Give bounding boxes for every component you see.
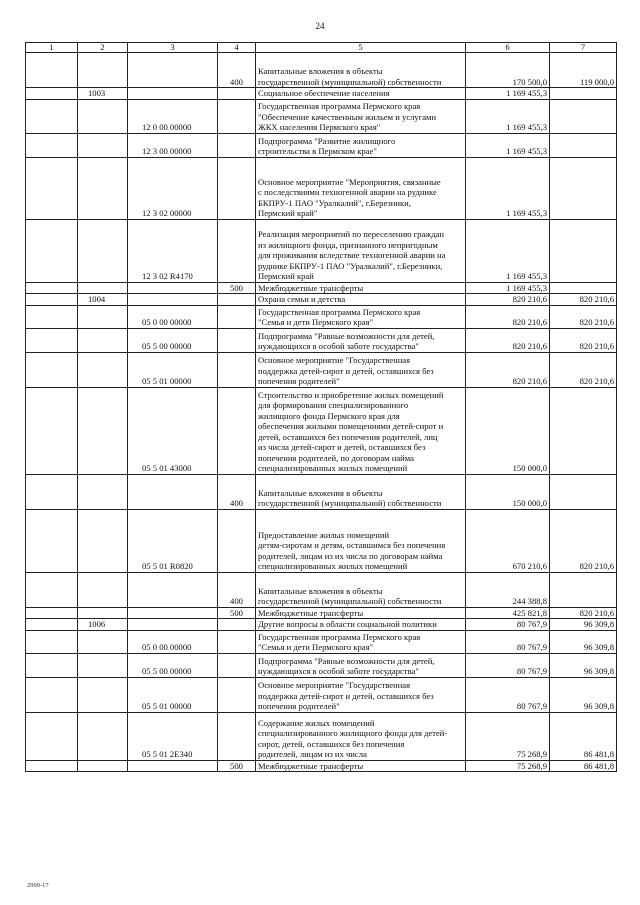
expense-type-cell <box>218 219 256 282</box>
expense-type-cell: 400 <box>218 474 256 509</box>
amount-col6-cell: 820 210,6 <box>466 328 550 352</box>
item-name-cell: Межбюджетные трансферты <box>256 282 466 294</box>
section-code-cell <box>78 474 128 509</box>
item-name-cell: Капитальные вложения в объекты государственной (муниципальной) собственности <box>256 572 466 607</box>
table-row <box>26 474 617 509</box>
item-name-cell: Строительство и приобретение жилых помещений для формирования специализированного жилищного фонда Пермского края для обеспечения жилыми помещениями детей-сирот и детей, оставшихся без попечения родителей, лиц из числа детей-сирот и детей, оставшихся без попечения родителей, по договорам найма специализированных жилых помещений <box>256 387 466 474</box>
target-article-cell <box>128 282 218 294</box>
item-name-cell: Социальное обеспечение населения <box>256 88 466 100</box>
footer-code: 2990-17 <box>27 882 49 889</box>
expense-type-cell <box>218 509 256 572</box>
header-cell: 7 <box>550 43 617 53</box>
target-article-cell: 05 5 01 R0820 <box>128 509 218 572</box>
expense-type-cell <box>218 99 256 133</box>
item-name-cell: Другие вопросы в области социальной политики <box>256 619 466 631</box>
table-row <box>26 630 617 653</box>
section-code-cell <box>78 282 128 294</box>
column1-cell <box>26 630 78 653</box>
target-article-cell: 12 0 00 00000 <box>128 99 218 133</box>
column1-cell <box>26 282 78 294</box>
amount-col7-cell: 820 210,6 <box>550 607 617 619</box>
target-article-cell <box>128 619 218 631</box>
section-code-cell <box>78 712 128 760</box>
amount-col6-cell: 150 000,0 <box>466 387 550 474</box>
header-cell: 4 <box>218 43 256 53</box>
amount-col6-cell: 80 767,9 <box>466 619 550 631</box>
amount-col6-cell: 170 500,0 <box>466 53 550 88</box>
item-name-cell: Основное мероприятие "Государственная поддержка детей-сирот и детей, оставшихся без попечения родителей" <box>256 352 466 387</box>
amount-col6-cell: 670 210,6 <box>466 509 550 572</box>
amount-col7-cell: 96 309,8 <box>550 630 617 653</box>
table-row <box>26 305 617 328</box>
target-article-cell: 05 5 00 00000 <box>128 328 218 352</box>
table-row <box>26 387 617 474</box>
target-article-cell: 12 3 00 00000 <box>128 133 218 157</box>
column1-cell <box>26 653 78 677</box>
section-code-cell <box>78 305 128 328</box>
amount-col7-cell: 820 210,6 <box>550 352 617 387</box>
table-row <box>26 294 617 306</box>
section-code-cell <box>78 607 128 619</box>
column1-cell <box>26 157 78 219</box>
column1-cell <box>26 760 78 772</box>
table-row <box>26 99 617 133</box>
target-article-cell: 05 5 01 00000 <box>128 677 218 712</box>
table-row <box>26 157 617 219</box>
column1-cell <box>26 328 78 352</box>
amount-col6-cell: 75 268,9 <box>466 712 550 760</box>
header-cell: 5 <box>256 43 466 53</box>
item-name-cell: Государственная программа Пермского края "Семья и дети Пермского края" <box>256 305 466 328</box>
amount-col6-cell: 75 268,9 <box>466 760 550 772</box>
item-name-cell: Подпрограмма "Развитие жилищного строительства в Пермском крае" <box>256 133 466 157</box>
amount-col7-cell <box>550 282 617 294</box>
item-name-cell: Содержание жилых помещений специализированного жилищного фонда для детей- сирот, детей, оставшихся без попечения родителей, лицам из их числа <box>256 712 466 760</box>
column1-cell <box>26 88 78 100</box>
column1-cell <box>26 352 78 387</box>
item-name-cell: Капитальные вложения в объекты государственной (муниципальной) собственности <box>256 474 466 509</box>
amount-col6-cell: 820 210,6 <box>466 294 550 306</box>
item-name-cell: Межбюджетные трансферты <box>256 760 466 772</box>
column1-cell <box>26 294 78 306</box>
column1-cell <box>26 509 78 572</box>
expense-type-cell <box>218 88 256 100</box>
target-article-cell: 05 0 00 00000 <box>128 630 218 653</box>
item-name-cell: Государственная программа Пермского края "Обеспечение качественным жильем и услугами ЖКХ населения Пермского края" <box>256 99 466 133</box>
section-code-cell <box>78 760 128 772</box>
amount-col7-cell: 86 481,8 <box>550 712 617 760</box>
expense-type-cell <box>218 133 256 157</box>
column1-cell <box>26 53 78 88</box>
amount-col6-cell: 1 169 455,3 <box>466 219 550 282</box>
amount-col6-cell: 1 169 455,3 <box>466 88 550 100</box>
column1-cell <box>26 219 78 282</box>
amount-col6-cell: 244 388,8 <box>466 572 550 607</box>
amount-col7-cell <box>550 99 617 133</box>
target-article-cell <box>128 53 218 88</box>
table-row <box>26 219 617 282</box>
amount-col7-cell: 820 210,6 <box>550 294 617 306</box>
amount-col6-cell: 80 767,9 <box>466 677 550 712</box>
expense-type-cell <box>218 387 256 474</box>
table-row <box>26 677 617 712</box>
item-name-cell: Межбюджетные трансферты <box>256 607 466 619</box>
page-number: 24 <box>315 21 325 31</box>
table-row <box>26 653 617 677</box>
table-row <box>26 352 617 387</box>
expense-type-cell: 400 <box>218 53 256 88</box>
amount-col7-cell: 96 309,8 <box>550 619 617 631</box>
section-code-cell <box>78 328 128 352</box>
expense-type-cell <box>218 328 256 352</box>
expense-type-cell <box>218 653 256 677</box>
amount-col6-cell: 1 169 455,3 <box>466 157 550 219</box>
table-row <box>26 619 617 631</box>
item-name-cell: Предоставление жилых помещений детям-сиротам и детям, оставшимся без попечения родителей, лицам из их числа по договорам найма специализированных жилых помещений <box>256 509 466 572</box>
expense-type-cell <box>218 619 256 631</box>
target-article-cell <box>128 760 218 772</box>
item-name-cell: Подпрограмма "Равные возможности для детей, нуждающихся в особой заботе государства" <box>256 653 466 677</box>
amount-col7-cell: 96 309,8 <box>550 653 617 677</box>
amount-col6-cell: 80 767,9 <box>466 653 550 677</box>
amount-col7-cell <box>550 387 617 474</box>
section-code-cell: 1003 <box>78 88 128 100</box>
amount-col7-cell: 86 481,8 <box>550 760 617 772</box>
section-code-cell: 1004 <box>78 294 128 306</box>
expense-type-cell <box>218 305 256 328</box>
amount-col6-cell: 80 767,9 <box>466 630 550 653</box>
expense-type-cell: 500 <box>218 760 256 772</box>
section-code-cell <box>78 219 128 282</box>
table-row <box>26 607 617 619</box>
expense-type-cell <box>218 712 256 760</box>
target-article-cell <box>128 607 218 619</box>
section-code-cell <box>78 133 128 157</box>
table-row <box>26 53 617 88</box>
target-article-cell: 05 0 00 00000 <box>128 305 218 328</box>
table-row <box>26 760 617 772</box>
table-row <box>26 133 617 157</box>
amount-col7-cell <box>550 88 617 100</box>
item-name-cell: Государственная программа Пермского края "Семья и дети Пермского края" <box>256 630 466 653</box>
column1-cell <box>26 619 78 631</box>
amount-col6-cell: 820 210,6 <box>466 352 550 387</box>
target-article-cell: 05 5 00 00000 <box>128 653 218 677</box>
header-cell: 6 <box>466 43 550 53</box>
column1-cell <box>26 99 78 133</box>
target-article-cell: 05 5 01 43000 <box>128 387 218 474</box>
column1-cell <box>26 712 78 760</box>
column1-cell <box>26 607 78 619</box>
column1-cell <box>26 133 78 157</box>
table-row <box>26 712 617 760</box>
amount-col6-cell: 820 210,6 <box>466 305 550 328</box>
column1-cell <box>26 572 78 607</box>
target-article-cell <box>128 474 218 509</box>
section-code-cell <box>78 387 128 474</box>
expense-type-cell <box>218 630 256 653</box>
table-row <box>26 572 617 607</box>
target-article-cell: 05 5 01 2Е340 <box>128 712 218 760</box>
expense-type-cell <box>218 352 256 387</box>
amount-col7-cell <box>550 474 617 509</box>
item-name-cell: Охрана семьи и детства <box>256 294 466 306</box>
item-name-cell: Основное мероприятие "Мероприятия, связанные с последствиями техногенной аварии на руднике БКПРУ-1 ПАО "Уралкалий", г.Березники, Пермский край" <box>256 157 466 219</box>
header-cell: 2 <box>78 43 128 53</box>
amount-col7-cell: 820 210,6 <box>550 305 617 328</box>
header-cell: 1 <box>26 43 78 53</box>
item-name-cell: Основное мероприятие "Государственная поддержка детей-сирот и детей, оставшихся без попечения родителей" <box>256 677 466 712</box>
section-code-cell <box>78 630 128 653</box>
amount-col7-cell <box>550 157 617 219</box>
item-name-cell: Подпрограмма "Равные возможности для детей, нуждающихся в особой заботе государства" <box>256 328 466 352</box>
amount-col7-cell <box>550 133 617 157</box>
amount-col7-cell <box>550 572 617 607</box>
column1-cell <box>26 677 78 712</box>
amount-col6-cell: 1 169 455,3 <box>466 282 550 294</box>
amount-col6-cell: 1 169 455,3 <box>466 133 550 157</box>
target-article-cell: 05 5 01 00000 <box>128 352 218 387</box>
section-code-cell <box>78 653 128 677</box>
target-article-cell <box>128 572 218 607</box>
expense-type-cell <box>218 677 256 712</box>
section-code-cell <box>78 53 128 88</box>
column1-cell <box>26 305 78 328</box>
section-code-cell <box>78 99 128 133</box>
section-code-cell <box>78 677 128 712</box>
column1-cell <box>26 387 78 474</box>
item-name-cell: Капитальные вложения в объекты государственной (муниципальной) собственности <box>256 53 466 88</box>
table-row <box>26 328 617 352</box>
amount-col6-cell: 1 169 455,3 <box>466 99 550 133</box>
expense-type-cell <box>218 294 256 306</box>
amount-col7-cell: 820 210,6 <box>550 509 617 572</box>
target-article-cell <box>128 294 218 306</box>
expense-type-cell: 500 <box>218 282 256 294</box>
target-article-cell: 12 3 02 00000 <box>128 157 218 219</box>
amount-col6-cell: 425 821,8 <box>466 607 550 619</box>
amount-col7-cell <box>550 219 617 282</box>
table-row <box>26 282 617 294</box>
section-code-cell: 1006 <box>78 619 128 631</box>
amount-col7-cell: 96 309,8 <box>550 677 617 712</box>
expense-type-cell: 500 <box>218 607 256 619</box>
target-article-cell: 12 3 02 R4170 <box>128 219 218 282</box>
item-name-cell: Реализация мероприятий по переселению граждан из жилищного фонда, признанного непригодным для проживания вследствие техногенной аварии на руднике БКПРУ-1 ПАО "Уралкалий", г.Березники, Пермский край <box>256 219 466 282</box>
header-cell: 3 <box>128 43 218 53</box>
column1-cell <box>26 474 78 509</box>
target-article-cell <box>128 88 218 100</box>
section-code-cell <box>78 157 128 219</box>
section-code-cell <box>78 572 128 607</box>
budget-table <box>25 42 617 772</box>
section-code-cell <box>78 509 128 572</box>
section-code-cell <box>78 352 128 387</box>
amount-col7-cell: 820 210,6 <box>550 328 617 352</box>
table-row <box>26 509 617 572</box>
amount-col7-cell: 119 000,0 <box>550 53 617 88</box>
expense-type-cell: 400 <box>218 572 256 607</box>
table-row <box>26 88 617 100</box>
header-row <box>26 43 617 53</box>
expense-type-cell <box>218 157 256 219</box>
amount-col6-cell: 150 000,0 <box>466 474 550 509</box>
